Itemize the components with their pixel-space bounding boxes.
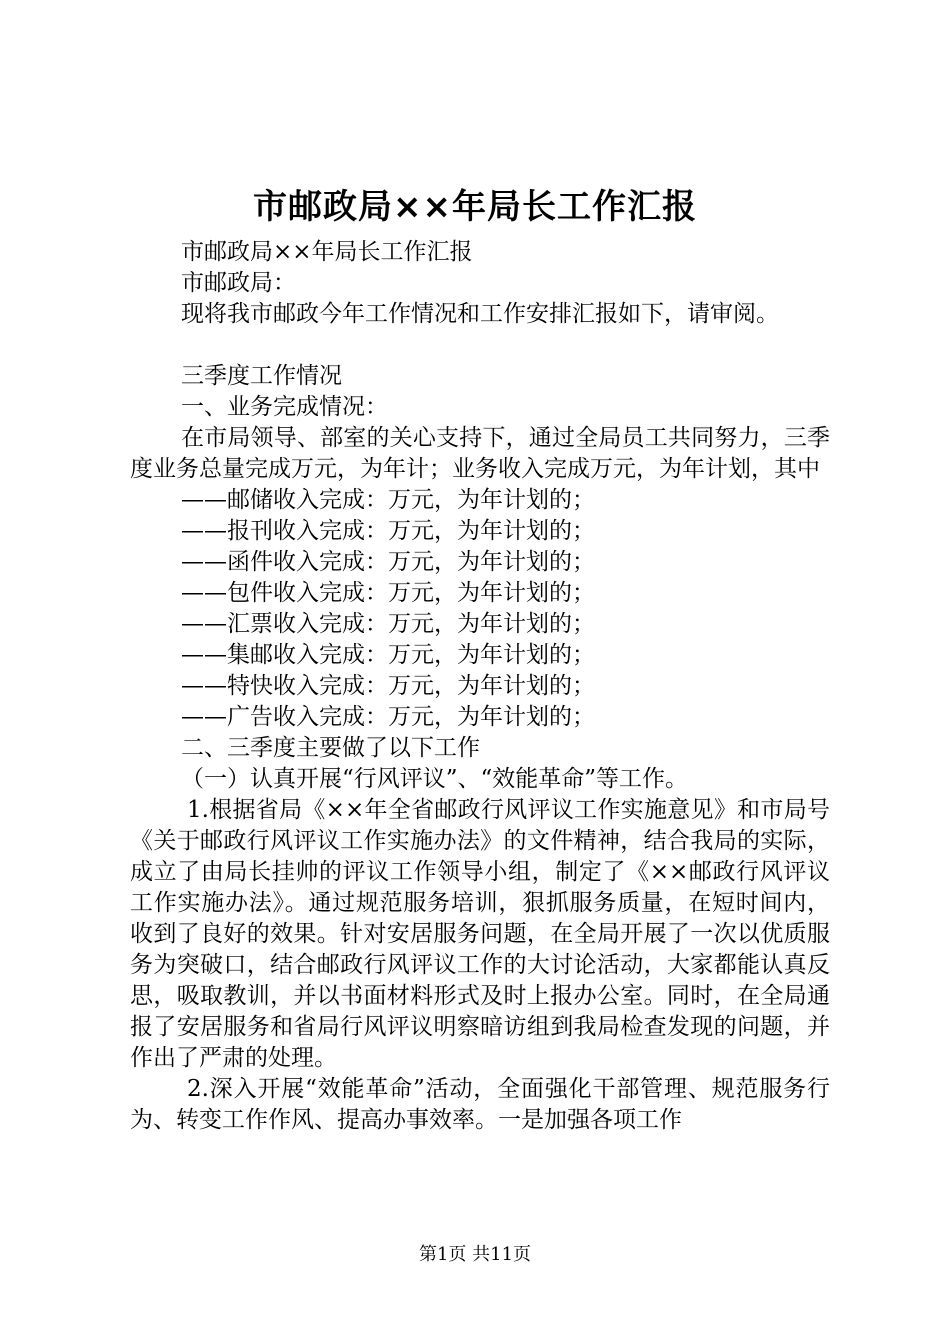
list-item: ——集邮收入完成：万元，为年计划的； [181, 642, 595, 668]
section-heading: 一、业务完成情况： [181, 394, 388, 420]
blank-line [130, 330, 830, 361]
document-title: 市邮政局××年局长工作汇报 [253, 187, 697, 227]
subsection-heading: （一）认真开展“行风评议”、“效能革命”等工作。 [181, 766, 689, 792]
list-item: ——特快收入完成：万元，为年计划的； [181, 673, 595, 699]
section-heading: 三季度工作情况 [181, 363, 342, 389]
list-item: ——报刊收入完成：万元，为年计划的； [181, 518, 595, 544]
paragraph: 1.根据省局《××年全省邮政行风评议工作实施意见》和市局号《关于邮政行风评议工作实施办法》的文件精神，结合我局的实际，成立了由局长挂帅的评议工作领导小组，制定了《××邮政行风评议工作实施办法》。通过规范服务培训，狠抓服务质量，在短时间内，收到了良好的效果。针对安居服务问题，在全局开展了一次以优质服务为突破口，结合邮政行风评议工作的大讨论活动，大家都能认真反思，吸取教训，并以书面材料形式及时上报办公室。同时，在全局通报了安居服务和省局行风评议明察暗访组到我局检查发现的问题，并作出了严肃的处理。 [130, 797, 830, 1071]
section-heading: 二、三季度主要做了以下工作 [181, 735, 480, 761]
list-item: ——函件收入完成：万元，为年计划的； [181, 549, 595, 575]
page-number: 第1页 共11页 [418, 1244, 532, 1265]
subtitle-line: 市邮政局××年局长工作汇报 [181, 239, 473, 265]
list-item: ——广告收入完成：万元，为年计划的； [181, 704, 595, 730]
paragraph: 2.深入开展“效能革命”活动，全面强化干部管理、规范服务行为、转变工作作风、提高办事效率。一是加强各项工作 [130, 1076, 830, 1133]
paragraph: 在市局领导、部室的关心支持下，通过全局员工共同努力，三季度业务总量完成万元，为年计；业务收入完成万元，为年计划，其中 [130, 425, 830, 482]
document-body [130, 237, 830, 1136]
addressee-line: 市邮政局： [181, 270, 296, 296]
list-item: ——汇票收入完成：万元，为年计划的； [181, 611, 595, 637]
intro-line: 现将我市邮政今年工作情况和工作安排汇报如下，请审阅。 [181, 301, 779, 327]
list-item: ——包件收入完成：万元，为年计划的； [181, 580, 595, 606]
list-item: ——邮储收入完成：万元，为年计划的； [181, 487, 595, 513]
